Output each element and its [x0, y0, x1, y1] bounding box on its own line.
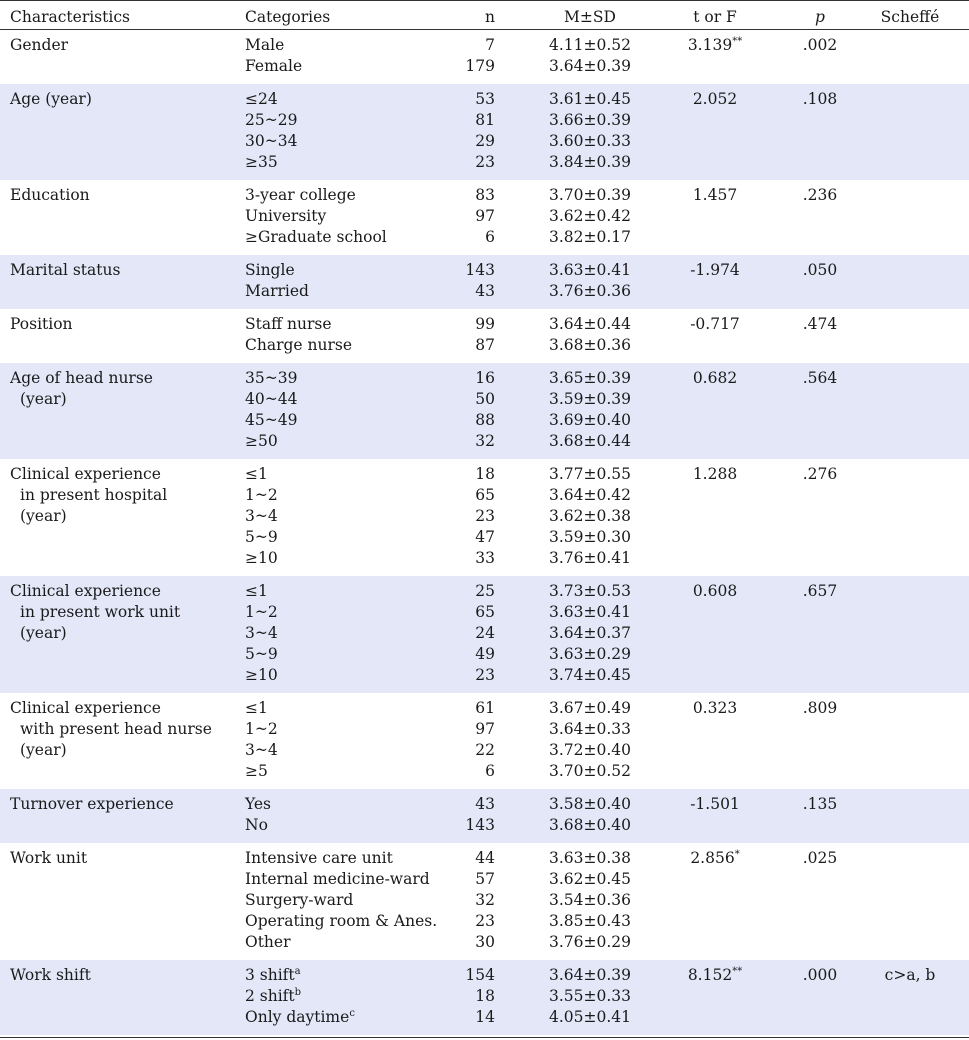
mean-sd-value: 3.59±0.30 — [548, 528, 631, 546]
mean-sd-value: 3.84±0.39 — [548, 153, 631, 171]
mean-sd-value: 3.63±0.29 — [548, 645, 631, 663]
mean-sd-value: 3.61±0.45 — [548, 90, 631, 108]
category-label: ≥Graduate school — [245, 228, 387, 246]
category-label: Intensive care unit — [245, 849, 393, 867]
significance-mark: ** — [732, 35, 743, 47]
t-value: 3.139** — [687, 35, 743, 54]
p-value: .657 — [802, 582, 838, 600]
mean-sd-value: 3.73±0.53 — [548, 582, 631, 600]
p-value: .135 — [802, 795, 838, 813]
n-value: 23 — [475, 912, 495, 930]
header-msd: M±SD — [564, 8, 616, 26]
p-value: .025 — [802, 849, 838, 867]
n-value: 65 — [475, 603, 495, 621]
category-label: 3-year college — [245, 186, 356, 204]
category-label: 45~49 — [245, 411, 298, 429]
header-scheffe: Scheffé — [880, 8, 940, 26]
significance-mark: ** — [732, 965, 743, 977]
characteristic-label — [10, 848, 235, 869]
characteristic-line: in present hospital — [20, 486, 168, 504]
mean-sd-value: 3.64±0.44 — [548, 315, 631, 333]
p-value: .108 — [802, 90, 838, 108]
n-value: 32 — [475, 432, 495, 450]
table-header — [0, 0, 969, 30]
header-t: t or F — [693, 8, 737, 26]
category-label: 5~9 — [245, 528, 278, 546]
characteristic-line: Education — [10, 186, 90, 204]
table-group — [0, 363, 969, 459]
category-label: Only daytime$^c$ — [245, 1007, 355, 1026]
p-value: .474 — [802, 315, 838, 333]
characteristic-line: Work shift — [10, 966, 91, 984]
footnote-marker: b — [294, 986, 302, 998]
n-value: 65 — [475, 486, 495, 504]
t-value: 2.856* — [690, 848, 740, 867]
characteristic-line: (year) — [20, 624, 67, 642]
n-value: 23 — [475, 153, 495, 171]
category-label: ≥10 — [245, 666, 278, 684]
n-value: 30 — [475, 933, 495, 951]
mean-sd-value: 3.64±0.39 — [548, 57, 631, 75]
category-label: 30~34 — [245, 132, 298, 150]
table-group — [0, 789, 969, 843]
category-label: 2 shift$^b$ — [245, 986, 302, 1005]
characteristic-label — [10, 698, 235, 761]
category-label: ≤24 — [245, 90, 278, 108]
mean-sd-value: 3.63±0.38 — [548, 849, 631, 867]
mean-sd-value: 3.63±0.41 — [548, 603, 631, 621]
table-group — [0, 693, 969, 789]
t-value: -1.974 — [690, 261, 740, 279]
table-group — [0, 843, 969, 960]
n-value: 18 — [475, 465, 495, 483]
mean-sd-value: 3.59±0.39 — [548, 390, 631, 408]
category-label: 1~2 — [245, 603, 278, 621]
n-value: 24 — [475, 624, 495, 642]
mean-sd-value: 3.64±0.37 — [548, 624, 631, 642]
category-label: 3~4 — [245, 741, 278, 759]
category-label: 3~4 — [245, 624, 278, 642]
n-value: 7 — [485, 36, 495, 54]
mean-sd-value: 3.66±0.39 — [548, 111, 631, 129]
mean-sd-value: 3.65±0.39 — [548, 369, 631, 387]
n-value: 88 — [475, 411, 495, 429]
n-value: 81 — [475, 111, 495, 129]
n-value: 97 — [475, 207, 495, 225]
t-value: 1.288 — [692, 465, 738, 483]
mean-sd-value: 3.68±0.44 — [548, 432, 631, 450]
n-value: 99 — [475, 315, 495, 333]
n-value: 43 — [475, 795, 495, 813]
category-label: 3~4 — [245, 507, 278, 525]
characteristic-line: Gender — [10, 36, 69, 54]
characteristic-line: with present head nurse — [20, 720, 212, 738]
n-value: 22 — [475, 741, 495, 759]
table-group — [0, 84, 969, 180]
characteristic-label — [10, 965, 235, 986]
footnote-marker: c — [349, 1007, 355, 1019]
category-label: ≥35 — [245, 153, 278, 171]
characteristic-line: Work unit — [10, 849, 88, 867]
n-value: 23 — [475, 507, 495, 525]
characteristic-line: Clinical experience — [10, 465, 161, 483]
n-value: 50 — [475, 390, 495, 408]
category-label: ≥5 — [245, 762, 268, 780]
bottom-rule — [0, 1037, 969, 1038]
t-value: 1.457 — [692, 186, 738, 204]
t-value: -1.501 — [690, 795, 740, 813]
n-value: 143 — [465, 816, 495, 834]
n-value: 29 — [475, 132, 495, 150]
table-group — [0, 30, 969, 84]
category-label: Other — [245, 933, 291, 951]
mean-sd-value: 3.76±0.36 — [548, 282, 631, 300]
characteristic-label — [10, 368, 235, 410]
significance-mark: * — [734, 848, 740, 860]
mean-sd-value: 3.76±0.41 — [548, 549, 631, 567]
characteristic-label — [10, 794, 235, 815]
t-value: 8.152** — [687, 965, 743, 984]
category-label: University — [245, 207, 327, 225]
category-label: ≤1 — [245, 465, 268, 483]
n-value: 154 — [465, 966, 495, 984]
n-value: 143 — [465, 261, 495, 279]
n-value: 33 — [475, 549, 495, 567]
header-n: n — [485, 8, 495, 26]
mean-sd-value: 3.82±0.17 — [548, 228, 631, 246]
n-value: 57 — [475, 870, 495, 888]
mean-sd-value: 3.55±0.33 — [548, 987, 631, 1005]
n-value: 83 — [475, 186, 495, 204]
n-value: 6 — [485, 228, 495, 246]
scheffe-value: c>a, b — [884, 966, 936, 984]
category-label: Operating room & Anes. — [245, 912, 438, 930]
table-group — [0, 459, 969, 576]
category-label: Internal medicine-ward — [245, 870, 430, 888]
p-value: .564 — [802, 369, 838, 387]
header-categories: Categories — [245, 8, 331, 26]
characteristic-line: Age (year) — [10, 90, 92, 108]
category-label: 35~39 — [245, 369, 298, 387]
category-label: Surgery-ward — [245, 891, 354, 909]
mean-sd-value: 3.85±0.43 — [548, 912, 631, 930]
category-label: 5~9 — [245, 645, 278, 663]
mean-sd-value: 3.68±0.40 — [548, 816, 631, 834]
t-value: 0.682 — [692, 369, 738, 387]
table-group — [0, 960, 969, 1035]
characteristic-line: (year) — [20, 741, 67, 759]
n-value: 25 — [475, 582, 495, 600]
n-value: 6 — [485, 762, 495, 780]
characteristic-line: Marital status — [10, 261, 121, 279]
characteristic-line: Clinical experience — [10, 582, 161, 600]
p-value: .276 — [802, 465, 838, 483]
category-label: 3 shift$^a$ — [245, 965, 301, 984]
mean-sd-value: 3.64±0.42 — [548, 486, 631, 504]
category-label: Staff nurse — [245, 315, 332, 333]
characteristic-label — [10, 581, 235, 644]
p-value: .809 — [802, 699, 838, 717]
category-label: Married — [245, 282, 309, 300]
characteristic-label — [10, 185, 235, 206]
n-value: 18 — [475, 987, 495, 1005]
mean-sd-value: 3.70±0.52 — [548, 762, 631, 780]
category-label: ≤1 — [245, 582, 268, 600]
characteristic-line: (year) — [20, 390, 67, 408]
header-p: p — [815, 8, 825, 26]
n-value: 49 — [475, 645, 495, 663]
mean-sd-value: 3.58±0.40 — [548, 795, 631, 813]
n-value: 16 — [475, 369, 495, 387]
category-label: Charge nurse — [245, 336, 353, 354]
category-label: Male — [245, 36, 285, 54]
p-value: .236 — [802, 186, 838, 204]
characteristic-label — [10, 464, 235, 527]
category-label: ≤1 — [245, 699, 268, 717]
category-label: Single — [245, 261, 295, 279]
n-value: 43 — [475, 282, 495, 300]
characteristic-label — [10, 89, 235, 110]
t-value: 0.323 — [692, 699, 738, 717]
mean-sd-value: 3.64±0.39 — [548, 966, 631, 984]
characteristic-line: in present work unit — [20, 603, 181, 621]
p-value: .002 — [802, 36, 838, 54]
mean-sd-value: 3.62±0.38 — [548, 507, 631, 525]
characteristic-label — [10, 314, 235, 335]
mean-sd-value: 3.68±0.36 — [548, 336, 631, 354]
mean-sd-value: 3.60±0.33 — [548, 132, 631, 150]
category-label: No — [245, 816, 268, 834]
n-value: 32 — [475, 891, 495, 909]
table-group — [0, 255, 969, 309]
mean-sd-value: 3.72±0.40 — [548, 741, 631, 759]
p-value: .050 — [802, 261, 838, 279]
characteristic-line: Turnover experience — [10, 795, 174, 813]
t-value: -0.717 — [690, 315, 740, 333]
category-label: ≥10 — [245, 549, 278, 567]
category-label: 1~2 — [245, 486, 278, 504]
mean-sd-value: 4.05±0.41 — [548, 1008, 631, 1026]
mean-sd-value: 3.62±0.45 — [548, 870, 631, 888]
category-label: Yes — [245, 795, 272, 813]
n-value: 87 — [475, 336, 495, 354]
table-group — [0, 180, 969, 255]
characteristic-line: Age of head nurse — [10, 369, 153, 387]
mean-sd-value: 3.64±0.33 — [548, 720, 631, 738]
characteristic-line: Position — [10, 315, 73, 333]
n-value: 97 — [475, 720, 495, 738]
n-value: 14 — [475, 1008, 495, 1026]
characteristic-label — [10, 260, 235, 281]
mean-sd-value: 3.54±0.36 — [548, 891, 631, 909]
mean-sd-value: 3.77±0.55 — [548, 465, 631, 483]
header-characteristics: Characteristics — [10, 8, 130, 26]
mean-sd-value: 3.67±0.49 — [548, 699, 631, 717]
n-value: 47 — [475, 528, 495, 546]
t-value: 2.052 — [692, 90, 738, 108]
category-label: 25~29 — [245, 111, 298, 129]
characteristic-line: (year) — [20, 507, 67, 525]
category-label: Female — [245, 57, 303, 75]
category-label: ≥50 — [245, 432, 278, 450]
table-group — [0, 309, 969, 363]
mean-sd-value: 3.63±0.41 — [548, 261, 631, 279]
mean-sd-value: 3.70±0.39 — [548, 186, 631, 204]
category-label: 1~2 — [245, 720, 278, 738]
n-value: 44 — [475, 849, 495, 867]
characteristic-label — [10, 35, 235, 56]
p-value: .000 — [802, 966, 838, 984]
n-value: 53 — [475, 90, 495, 108]
table-group — [0, 576, 969, 693]
t-value: 0.608 — [692, 582, 738, 600]
mean-sd-value: 3.69±0.40 — [548, 411, 631, 429]
characteristic-line: Clinical experience — [10, 699, 161, 717]
n-value: 61 — [475, 699, 495, 717]
n-value: 179 — [465, 57, 495, 75]
category-label: 40~44 — [245, 390, 298, 408]
mean-sd-value: 3.74±0.45 — [548, 666, 631, 684]
mean-sd-value: 3.62±0.42 — [548, 207, 631, 225]
footnote-marker: a — [294, 965, 301, 977]
n-value: 23 — [475, 666, 495, 684]
mean-sd-value: 4.11±0.52 — [548, 36, 631, 54]
mean-sd-value: 3.76±0.29 — [548, 933, 631, 951]
